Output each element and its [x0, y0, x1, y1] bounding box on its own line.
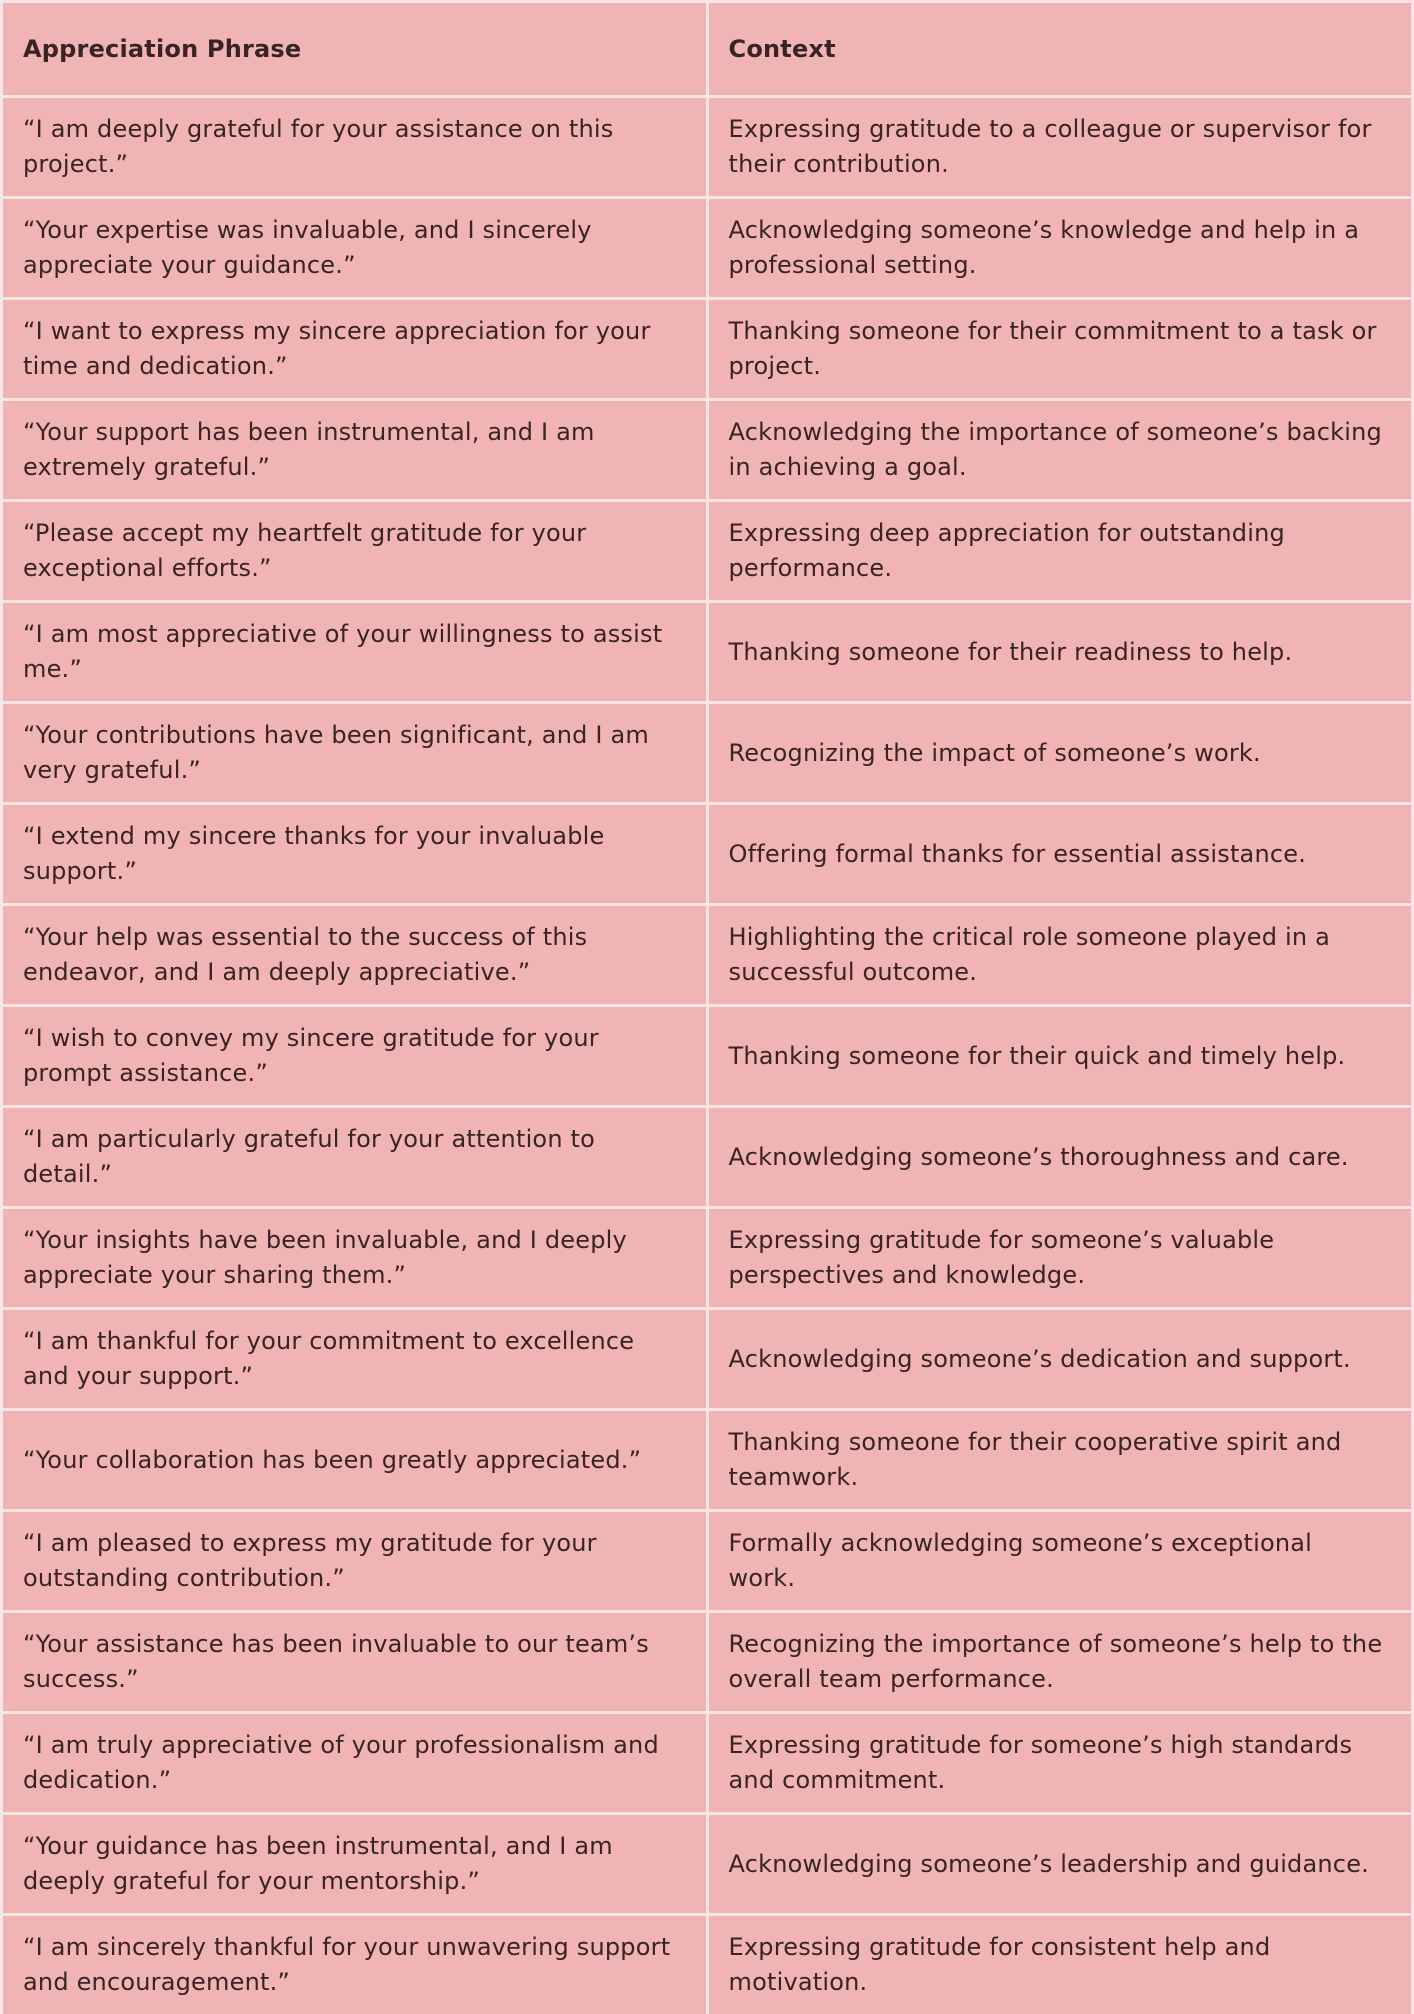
column-header-appreciation-phrase: Appreciation Phrase: [3, 3, 706, 95]
context-cell: Formally acknowledging someone’s exceptional work.: [709, 1512, 1412, 1610]
context-cell: Highlighting the critical role someone played in a successful outcome.: [709, 906, 1412, 1004]
context-cell: Thanking someone for their quick and timely help.: [709, 1007, 1412, 1105]
phrase-cell: “Your contributions have been significant, and I am very grateful.”: [3, 704, 706, 802]
phrase-cell: “Your support has been instrumental, and I am extremely grateful.”: [3, 401, 706, 499]
context-cell: Thanking someone for their commitment to a task or project.: [709, 300, 1412, 398]
phrase-cell: “Your expertise was invaluable, and I sincerely appreciate your guidance.”: [3, 199, 706, 297]
context-cell: Acknowledging someone’s knowledge and help in a professional setting.: [709, 199, 1412, 297]
context-cell: Expressing gratitude for someone’s high standards and commitment.: [709, 1714, 1412, 1812]
context-cell: Offering formal thanks for essential assistance.: [709, 805, 1412, 903]
context-cell: Expressing gratitude for someone’s valuable perspectives and knowledge.: [709, 1209, 1412, 1307]
column-header-context: Context: [709, 3, 1412, 95]
phrase-cell: “I want to express my sincere appreciation for your time and dedication.”: [3, 300, 706, 398]
phrase-cell: “I wish to convey my sincere gratitude for your prompt assistance.”: [3, 1007, 706, 1105]
phrase-cell: “Your assistance has been invaluable to our team’s success.”: [3, 1613, 706, 1711]
phrase-cell: “I am most appreciative of your willingness to assist me.”: [3, 603, 706, 701]
context-cell: Recognizing the importance of someone’s help to the overall team performance.: [709, 1613, 1412, 1711]
phrase-cell: “Please accept my heartfelt gratitude for your exceptional efforts.”: [3, 502, 706, 600]
phrase-cell: “I am sincerely thankful for your unwavering support and encouragement.”: [3, 1916, 706, 2014]
phrase-cell: “I am truly appreciative of your professionalism and dedication.”: [3, 1714, 706, 1812]
context-cell: Expressing gratitude for consistent help and motivation.: [709, 1916, 1412, 2014]
phrase-cell: “I extend my sincere thanks for your invaluable support.”: [3, 805, 706, 903]
phrase-cell: “Your insights have been invaluable, and I deeply appreciate your sharing them.”: [3, 1209, 706, 1307]
phrase-cell: “I am deeply grateful for your assistance on this project.”: [3, 98, 706, 196]
context-cell: Expressing gratitude to a colleague or supervisor for their contribution.: [709, 98, 1412, 196]
phrase-cell: “I am thankful for your commitment to excellence and your support.”: [3, 1310, 706, 1408]
phrase-cell: “I am particularly grateful for your attention to detail.”: [3, 1108, 706, 1206]
phrase-cell: “Your guidance has been instrumental, and I am deeply grateful for your mentorship.”: [3, 1815, 706, 1913]
context-cell: Recognizing the impact of someone’s work.: [709, 704, 1412, 802]
context-cell: Acknowledging someone’s leadership and guidance.: [709, 1815, 1412, 1913]
phrase-cell: “Your collaboration has been greatly appreciated.”: [3, 1411, 706, 1509]
context-cell: Thanking someone for their cooperative spirit and teamwork.: [709, 1411, 1412, 1509]
context-cell: Thanking someone for their readiness to help.: [709, 603, 1412, 701]
context-cell: Acknowledging someone’s dedication and support.: [709, 1310, 1412, 1408]
phrase-cell: “Your help was essential to the success of this endeavor, and I am deeply appreciative.”: [3, 906, 706, 1004]
context-cell: Acknowledging the importance of someone’s backing in achieving a goal.: [709, 401, 1412, 499]
context-cell: Acknowledging someone’s thoroughness and care.: [709, 1108, 1412, 1206]
phrase-cell: “I am pleased to express my gratitude for your outstanding contribution.”: [3, 1512, 706, 1610]
context-cell: Expressing deep appreciation for outstanding performance.: [709, 502, 1412, 600]
